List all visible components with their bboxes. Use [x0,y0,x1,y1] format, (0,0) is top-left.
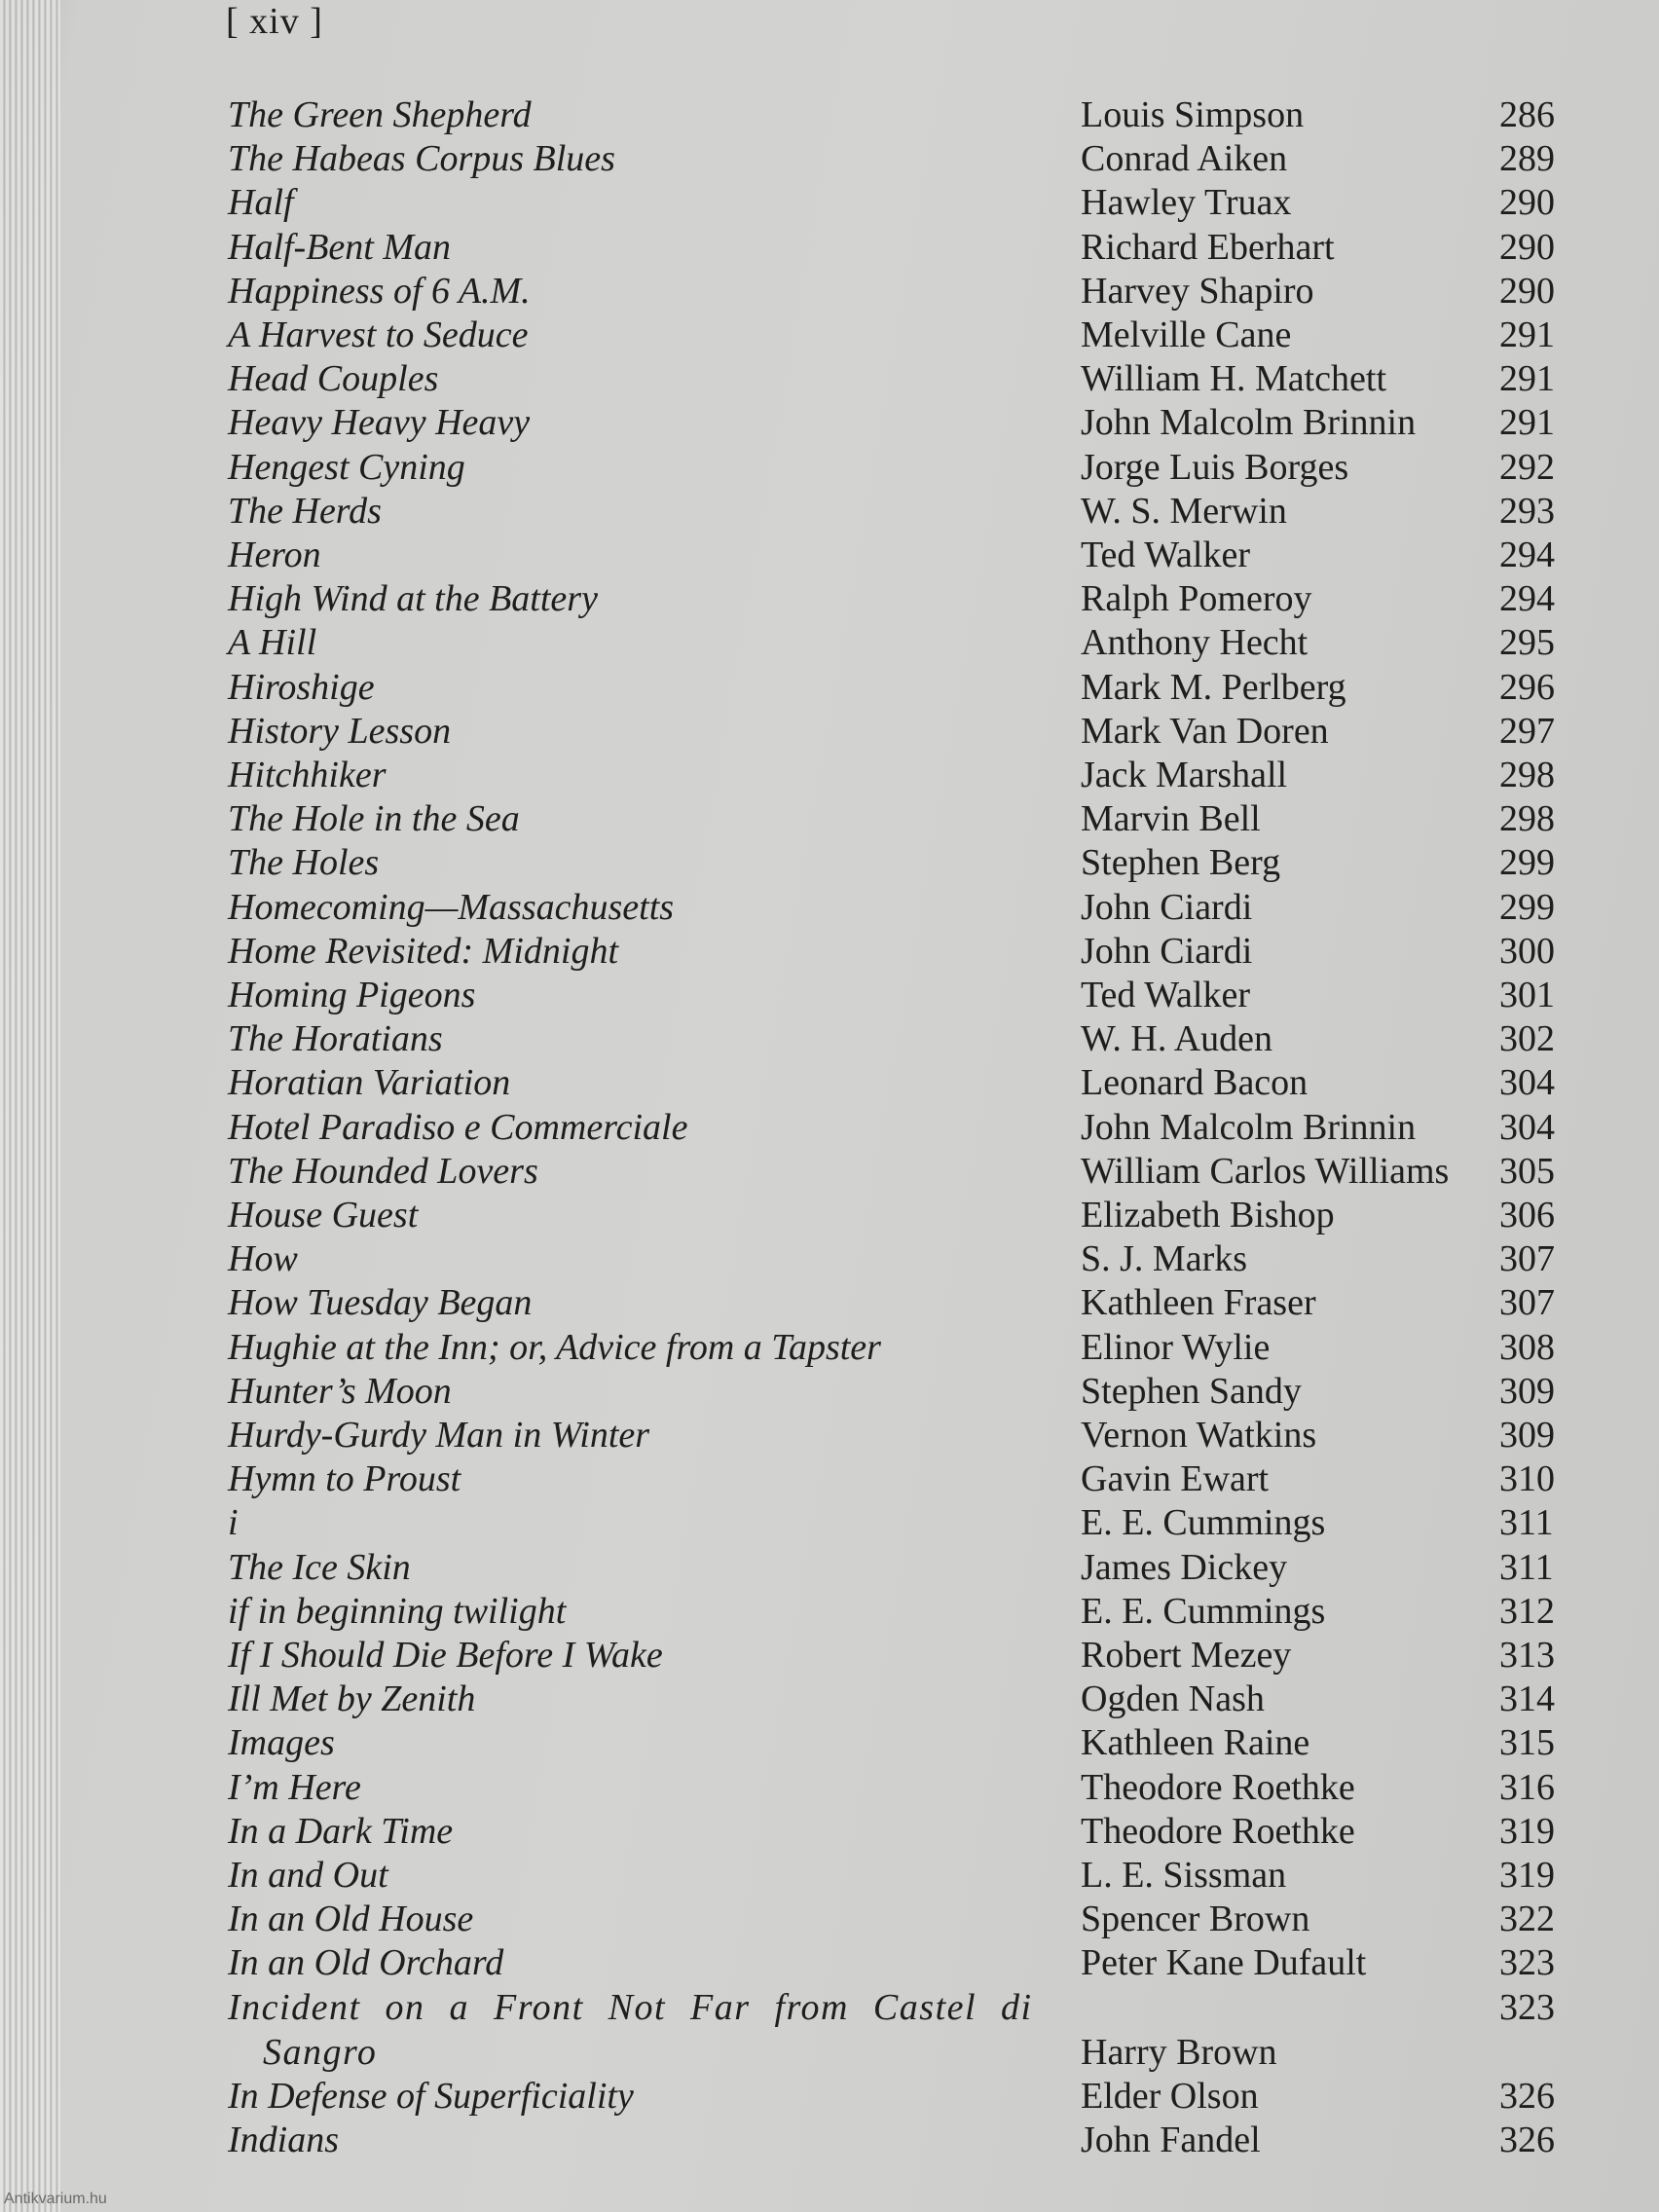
entry-title-text: Hiroshige [228,666,375,708]
entry-author: S. J. Marks [1081,1238,1248,1280]
entry-page-number: 310 [1499,1458,1555,1500]
entry-title [228,796,520,841]
entry-author: Mark Van Doren [1081,710,1329,752]
entry-author: Jorge Luis Borges [1081,446,1349,488]
entry-title-text: Hurdy-Gurdy Man in Winter [228,1415,650,1456]
entry-author: William Carlos Williams [1081,1150,1450,1192]
entry-author: Robert Mezey [1081,1635,1292,1676]
toc-entry [0,92,1659,137]
entry-title-text: A Harvest to Seduce [228,314,529,355]
entry-author: Kathleen Raine [1081,1722,1310,1764]
entry-title [228,1016,443,1061]
entry-page-number: 313 [1499,1635,1555,1676]
toc-entry [0,2118,1659,2162]
entry-title [228,269,531,313]
entry-title-text: Hotel Paradiso e Commerciale [228,1106,688,1148]
entry-title-text: Indians [228,2120,339,2160]
entry-author: Harry Brown [1081,2031,1277,2073]
toc-entry [0,1413,1659,1457]
toc-entry [0,1193,1659,1237]
entry-author: Elizabeth Bishop [1081,1195,1335,1235]
toc-entry [0,1105,1659,1150]
page-number: [ xiv ] [226,1,323,42]
entry-title-text: A Hill [228,622,317,664]
entry-author: Gavin Ewart [1081,1458,1270,1500]
entry-title [228,1280,532,1325]
entry-title [228,225,451,270]
entry-page-number: 300 [1499,930,1555,972]
entry-author: Spencer Brown [1081,1899,1310,1940]
entry-author: Mark M. Perlberg [1081,666,1346,708]
entry-title-text: In Defense of Superficiality [228,2075,634,2117]
entry-title-text: Half [228,182,294,224]
entry-title-text: The Habeas Corpus Blues [228,138,615,180]
entry-title-text: In an Old Orchard [228,1942,504,1984]
entry-author: Vernon Watkins [1081,1415,1317,1456]
entry-title-text: Heavy Heavy Heavy [228,402,531,444]
toc-entry [0,1149,1659,1194]
entry-title [228,1545,411,1590]
entry-author: James Dickey [1081,1546,1288,1588]
entry-page-number: 305 [1499,1150,1555,1192]
entry-author: Stephen Berg [1081,842,1281,884]
entry-author: Ralph Pomeroy [1081,578,1312,620]
entry-title-text: The Hole in the Sea [228,798,520,840]
entry-title [228,1765,361,1810]
toc-entry [0,1853,1659,1898]
entry-title-text: The Horatians [228,1018,443,1060]
toc-entry [0,1236,1659,1281]
entry-page-number: 296 [1499,666,1555,708]
entry-title-text: Homecoming—Massachusetts [228,886,675,928]
entry-title [228,929,618,974]
entry-author: John Ciardi [1081,886,1253,928]
toc-entry [0,576,1659,621]
entry-title-text: Heron [228,535,321,575]
entry-title [228,400,530,445]
toc-entry [0,840,1659,885]
toc-entry [0,753,1659,797]
toc-entry [0,1545,1659,1590]
entry-title [228,1456,461,1501]
entry-page-number: 326 [1499,2120,1555,2160]
entry-page-number: 295 [1499,622,1555,664]
toc-entry [0,180,1659,225]
entry-page-number: 286 [1499,94,1555,135]
entry-page-number: 297 [1499,710,1555,752]
toc-entry [0,1633,1659,1677]
entry-author: Melville Cane [1081,314,1292,355]
entry-page-number: 309 [1499,1415,1555,1456]
entry-author: L. E. Sissman [1081,1855,1287,1896]
entry-page-number: 290 [1499,226,1555,268]
entry-title-continuation: Sangro [263,2031,378,2073]
toc-entry [0,1897,1659,1941]
entry-title [228,92,532,137]
entry-title-text: In a Dark Time [228,1810,454,1852]
entry-title [228,1500,239,1545]
entry-title [228,1060,510,1105]
entry-title-text: In an Old House [228,1899,474,1940]
entry-author: Elder Olson [1081,2075,1259,2117]
entry-title-text: How Tuesday Began [228,1282,533,1324]
entry-title [228,620,316,665]
entry-page-number: 314 [1499,1678,1555,1720]
entry-title-text: Images [228,1722,335,1764]
toc-entry [0,2074,1659,2119]
entry-page-number: 322 [1499,1899,1555,1940]
entry-page-number: 289 [1499,138,1555,180]
entry-page-number: 323 [1499,1942,1555,1984]
entry-title-text: House Guest [228,1195,419,1235]
entry-author: E. E. Cummings [1081,1502,1326,1544]
entry-title [228,1897,473,1941]
entry-author: John Fandel [1081,2120,1261,2160]
entry-title [228,1633,663,1677]
entry-author: Ted Walker [1081,535,1251,575]
toc-entry [0,1589,1659,1634]
entry-author: E. E. Cummings [1081,1590,1326,1632]
entry-title [228,1325,881,1370]
entry-title [228,665,375,710]
entry-page-number: 326 [1499,2075,1555,2117]
entry-page-number: 293 [1499,490,1555,532]
entry-title [228,1369,452,1414]
entry-title-text: History Lesson [228,710,452,752]
entry-title [228,709,451,754]
entry-author: Peter Kane Dufault [1081,1942,1367,1984]
toc-entry [0,313,1659,357]
entry-author: W. S. Merwin [1081,490,1287,532]
entry-title [228,840,379,885]
toc-entry [0,620,1659,665]
entry-title [228,1720,335,1765]
entry-author: Richard Eberhart [1081,226,1335,268]
watermark: Antikvarium.hu [4,2191,107,2207]
entry-page-number: 311 [1499,1546,1554,1588]
toc-entry [0,1765,1659,1810]
entry-page-number: 294 [1499,578,1555,620]
entry-title-text: Hunter’s Moon [228,1370,452,1412]
toc-entry [0,533,1659,577]
entry-author: Hawley Truax [1081,182,1292,224]
entry-page-number: 298 [1499,755,1555,795]
toc-entry [0,225,1659,270]
entry-page-number: 304 [1499,1106,1555,1148]
entry-title [228,1105,687,1150]
entry-page-number: 290 [1499,270,1555,312]
entry-page-number: 315 [1499,1722,1555,1764]
entry-page-number: 304 [1499,1062,1555,1104]
toc-entry [0,1369,1659,1414]
toc-entry [0,709,1659,754]
entry-title-text: The Holes [228,842,380,884]
entry-author: Anthony Hecht [1081,622,1309,664]
entry-author: Stephen Sandy [1081,1370,1302,1412]
entry-title [228,1853,388,1898]
entry-author: Harvey Shapiro [1081,270,1314,312]
entry-author: John Malcolm Brinnin [1081,1106,1417,1148]
entry-author: Jack Marshall [1081,755,1288,795]
entry-page-number: 309 [1499,1370,1555,1412]
entry-title-text: Hengest Cyning [228,446,465,488]
entry-page-number: 291 [1499,314,1555,355]
entry-page-number: 299 [1499,842,1555,884]
entry-author: Marvin Bell [1081,798,1261,840]
entry-page-number: 291 [1499,402,1555,444]
entry-title-text: If I Should Die Before I Wake [228,1635,663,1676]
toc-entry [0,1016,1659,1061]
entry-title [228,1940,503,1985]
entry-title [228,180,294,225]
entry-title-text: How [228,1238,298,1280]
entry-page-number: 299 [1499,886,1555,928]
entry-title [228,313,529,357]
entry-title-text: Horatian Variation [228,1062,511,1104]
entry-page-number: 319 [1499,1810,1555,1852]
entry-title-text: Incident on a Front Not Far from Castel di [228,1986,1033,2028]
toc-entry [0,400,1659,445]
toc-entry [0,356,1659,401]
toc-entry [0,929,1659,974]
entry-title-text: The Hounded Lovers [228,1150,538,1192]
entry-title-text: Ill Met by Zenith [228,1678,476,1720]
entry-title [228,445,465,490]
entry-title [228,1149,538,1194]
entry-author: Conrad Aiken [1081,138,1288,180]
entry-author: Ogden Nash [1081,1678,1265,1720]
toc-entry [0,1677,1659,1721]
entry-title [228,1809,453,1854]
entry-author: William H. Matchett [1081,358,1387,400]
entry-title [228,2074,634,2119]
entry-title [228,489,382,534]
toc-entry [0,665,1659,710]
entry-title [228,1236,298,1281]
toc-entry [0,1060,1659,1105]
toc-entry [0,973,1659,1017]
entry-author: John Ciardi [1081,930,1253,972]
entry-title-text: Home Revisited: Midnight [228,930,619,972]
entry-title-text: The Herds [228,490,382,532]
entry-title-text: High Wind at the Battery [228,578,598,620]
entry-page-number: 301 [1499,975,1555,1015]
toc-entry [0,796,1659,841]
entry-page-number: 294 [1499,535,1555,575]
entry-title [228,973,475,1017]
entry-page-number: 319 [1499,1855,1555,1896]
entry-title-text: i [228,1502,239,1544]
entry-page-number: 311 [1499,1502,1554,1544]
toc-entry [0,269,1659,313]
toc-entry [0,1940,1659,1985]
entry-page-number: 307 [1499,1238,1555,1280]
entry-title [228,753,387,797]
entry-title-text: Hughie at the Inn; or, Advice from a Tapster [228,1326,881,1368]
toc-entry [0,1456,1659,1501]
entry-page-number: 302 [1499,1018,1555,1060]
entry-author: Louis Simpson [1081,94,1305,135]
entry-title-text: Homing Pigeons [228,975,476,1015]
entry-title [228,1193,418,1237]
entry-author: Elinor Wylie [1081,1326,1271,1368]
entry-author: John Malcolm Brinnin [1081,402,1417,444]
entry-title-text: Hymn to Proust [228,1458,461,1500]
entry-title-text: I’m Here [228,1766,361,1808]
entry-author: Theodore Roethke [1081,1810,1355,1852]
entry-page-number: 312 [1499,1590,1555,1632]
entry-author: Theodore Roethke [1081,1766,1355,1808]
entry-page-number: 307 [1499,1282,1555,1324]
toc-entry [0,445,1659,490]
entry-title [228,1677,475,1721]
entry-page-number: 290 [1499,182,1555,224]
entry-title [228,2118,339,2162]
toc-entry [0,885,1659,930]
toc-entry [0,1809,1659,1854]
toc-entry [0,1280,1659,1325]
toc-entry [0,1500,1659,1545]
entry-page-number: 298 [1499,798,1555,840]
entry-title [228,356,438,401]
toc-entry [0,1985,1659,2073]
entry-title-text: The Green Shepherd [228,94,532,135]
entry-author: Leonard Bacon [1081,1062,1309,1104]
entry-title-text: The Ice Skin [228,1546,411,1588]
entry-page-number: 306 [1499,1195,1555,1235]
entry-author: W. H. Auden [1081,1018,1273,1060]
entry-title [228,1985,1033,2075]
entry-title [228,885,674,930]
entry-title [228,1589,566,1634]
toc-entry [0,1325,1659,1370]
entry-page-number: 308 [1499,1326,1555,1368]
entry-title [228,1413,649,1457]
entry-title-text: Half-Bent Man [228,226,452,268]
entry-title [228,533,321,577]
entry-author: Kathleen Fraser [1081,1282,1316,1324]
entry-page-number: 292 [1499,446,1555,488]
entry-title-text: Hitchhiker [228,755,387,795]
entry-title-text: Head Couples [228,358,439,400]
toc-entry [0,136,1659,181]
entry-title-text: In and Out [228,1855,388,1896]
entry-page-number: 323 [1499,1986,1555,2028]
entry-title-text: Happiness of 6 A.M. [228,270,531,312]
entry-title [228,136,615,181]
entry-page-number: 316 [1499,1766,1555,1808]
entry-title [228,576,598,621]
entry-title-text: if in beginning twilight [228,1590,567,1632]
entry-page-number: 291 [1499,358,1555,400]
toc-entry [0,489,1659,534]
entry-author: Ted Walker [1081,975,1251,1015]
toc-entry [0,1720,1659,1765]
